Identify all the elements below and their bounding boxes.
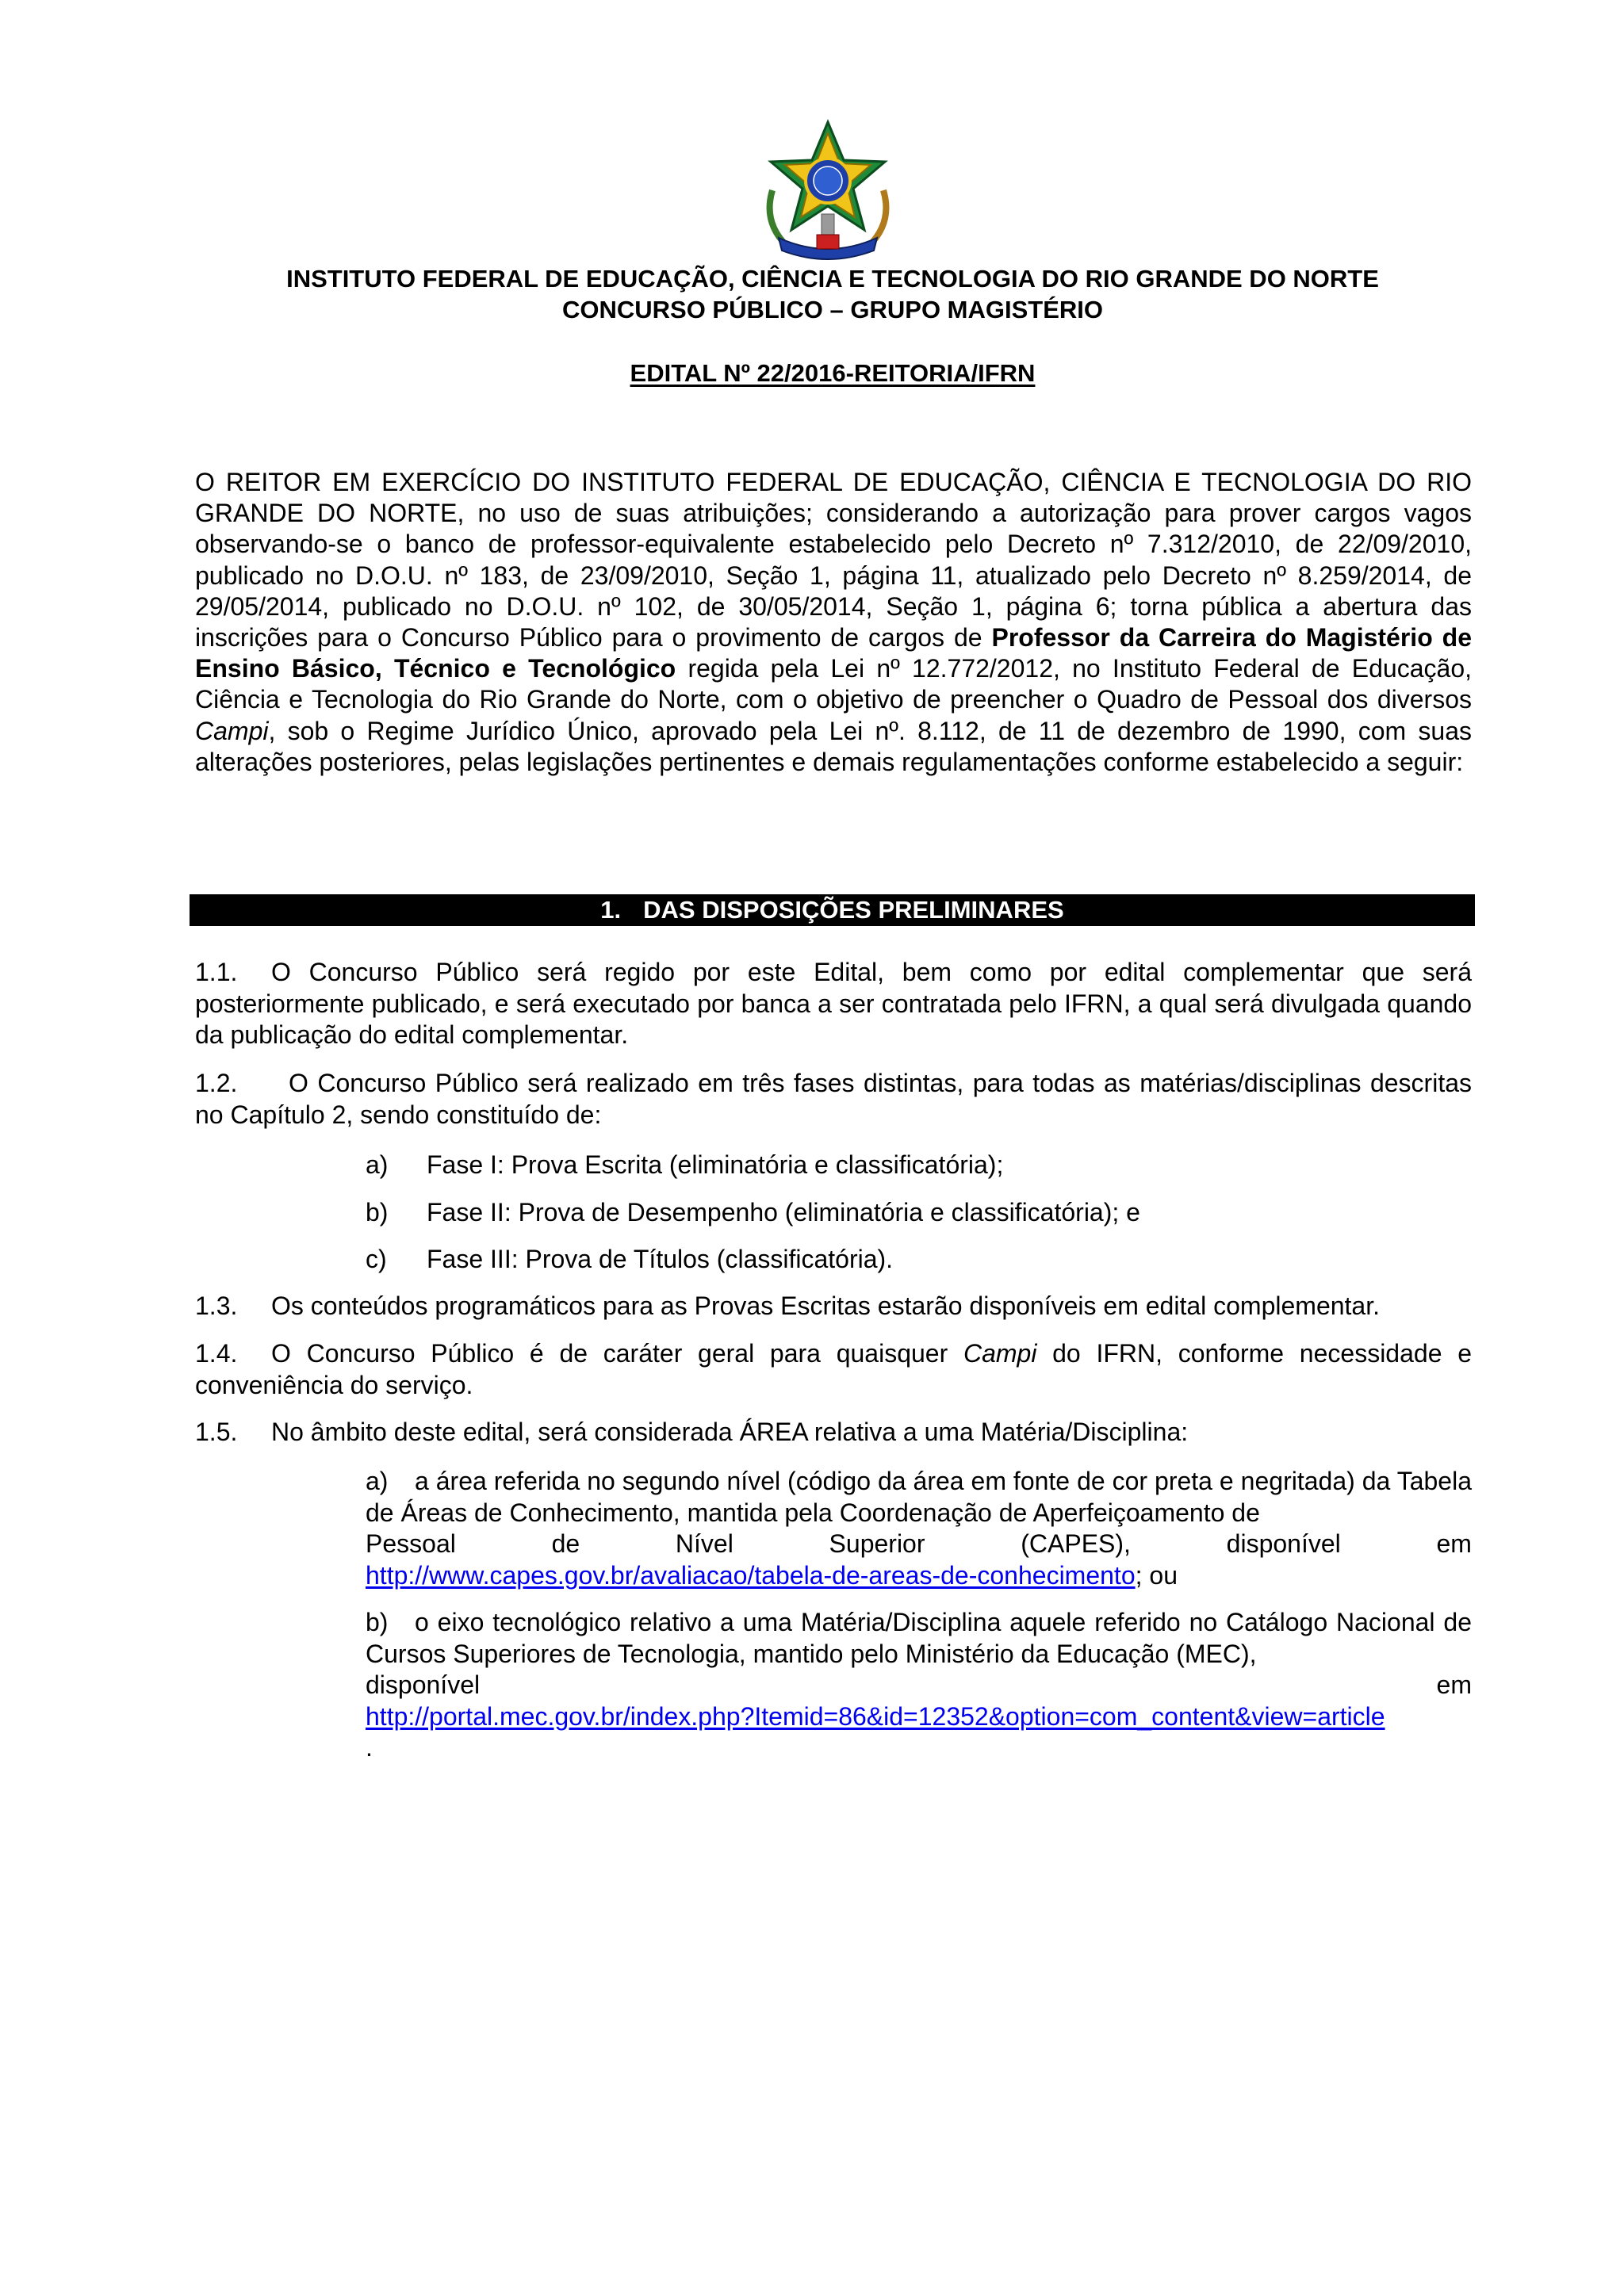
institution-title: INSTITUTO FEDERAL DE EDUCAÇÃO, CIÊNCIA E TECNOLOGIA DO RIO GRANDE DO NORTE xyxy=(286,265,1379,293)
item-body xyxy=(366,1466,1472,1529)
intro-italic-campi: Campi xyxy=(195,716,269,745)
intro-paragraph xyxy=(195,467,1472,778)
item-body xyxy=(366,1607,1472,1670)
word: disponível xyxy=(366,1670,481,1700)
word: de xyxy=(551,1529,580,1559)
edital-number: EDITAL Nº 22/2016-REITORIA/IFRN xyxy=(630,359,1036,387)
item-text-after: . xyxy=(366,1733,373,1762)
clause-text-before: O Concurso Público é de caráter geral para quaisquer xyxy=(271,1339,963,1368)
clause-text: O Concurso Público será realizado em três fases distintas, para todas as matérias/disciplinas descritas no Capítulo 2, sendo constituído de: xyxy=(195,1069,1472,1129)
section-heading-1 xyxy=(190,894,1475,926)
item-letter: c) xyxy=(366,1245,387,1273)
clause-1-2-c xyxy=(366,1244,1472,1276)
item-text: Fase II: Prova de Desempenho (eliminatória e classificatória); e xyxy=(427,1198,1140,1226)
item-link-line xyxy=(366,1701,1472,1733)
intro-bold-career: Professor da Carreira do Magistério de Ensino Básico, Técnico e Tecnológico xyxy=(195,623,1473,683)
item-letter: b) xyxy=(366,1198,389,1226)
section-title: DAS DISPOSIÇÕES PRELIMINARES xyxy=(643,896,1064,924)
item-link-line xyxy=(366,1560,1472,1592)
item-text-after: ; ou xyxy=(1135,1560,1178,1590)
item-text: Fase I: Prova Escrita (eliminatória e classificatória); xyxy=(427,1150,1004,1179)
section-number: 1. xyxy=(600,896,622,924)
clause-number: 1.3. xyxy=(195,1292,238,1320)
item-justified-line xyxy=(366,1529,1472,1560)
clause-number: 1.1. xyxy=(195,958,238,986)
clause-italic-campi: Campi xyxy=(963,1339,1037,1368)
clause-text: O Concurso Público será regido por este Edital, bem como por edital complementar que será posteriormente publicado, e será executado por banca a ser contratada pelo IFRN, a qual será divulgada quando da publicação do edital complementar. xyxy=(195,958,1472,1050)
word: Pessoal xyxy=(366,1529,456,1559)
word: em xyxy=(1436,1670,1472,1700)
clause-1-3 xyxy=(195,1291,1472,1322)
intro-text-1: O REITOR EM EXERCÍCIO DO INSTITUTO FEDERAL DE EDUCAÇÃO, CIÊNCIA E TECNOLOGIA DO RIO GRANDE DO NORTE, no uso de suas atribuições; considerando a autorização para prover cargos vagos observando-se o banco de professor-equivalente estabelecido pelo Decreto nº 7.312/2010, de 22/09/2010, publicado no D.O.U. nº 183, de 23/09/2010, Seção 1, página 11, atualizado pelo Decreto nº 8.259/2014, de 29/05/2014, publicado no D.O.U. nº 102, de 30/05/2014, Seção 1, página 6; torna pública a abertura das inscrições para o Concurso Público para o provimento de cargos de xyxy=(195,468,1472,652)
clause-1-1 xyxy=(195,957,1472,1051)
word: em xyxy=(1436,1529,1472,1559)
contest-title: CONCURSO PÚBLICO – GRUPO MAGISTÉRIO xyxy=(561,296,1104,323)
word: disponível xyxy=(1226,1529,1341,1559)
item-letter: a) xyxy=(366,1150,389,1179)
clause-text-after: do IFRN, conforme necessidade e conveniência do serviço. xyxy=(195,1339,1473,1399)
clause-number: 1.2. xyxy=(195,1069,238,1097)
clause-number: 1.4. xyxy=(195,1339,238,1368)
clause-1-5 xyxy=(195,1417,1472,1448)
mec-link[interactable]: http://portal.mec.gov.br/index.php?Itemid=86&id=12352&option=com_content&view=article xyxy=(366,1701,1385,1731)
clause-1-5-a xyxy=(366,1466,1472,1591)
intro-text-3: , sob o Regime Jurídico Único, aprovado pela Lei nº. 8.112, de 11 de dezembro de 1990, com suas alterações posteriores, pelas legislações pertinentes e demais regulamentações conforme estabelecido a seguir: xyxy=(195,716,1472,776)
clause-text: No âmbito deste edital, será considerada ÁREA relativa a uma Matéria/Disciplina: xyxy=(271,1418,1189,1446)
clause-1-2 xyxy=(195,1068,1472,1131)
clause-1-2-a xyxy=(366,1150,1472,1181)
clause-1-2-b xyxy=(366,1197,1472,1229)
item-letter: a) xyxy=(366,1467,389,1495)
word: (CAPES), xyxy=(1021,1529,1131,1559)
item-text: o eixo tecnológico relativo a uma Matéria/Disciplina aquele referido no Catálogo Nacional de Cursos Superiores de Tecnologia, mantido pelo Ministério da Educação (MEC), xyxy=(366,1608,1472,1668)
item-text: a área referida no segundo nível (código da área em fonte de cor preta e negritada) da Tabela de Áreas de Conhecimento, mantida pela Coordenação de Aperfeiçoamento de xyxy=(366,1467,1472,1527)
edital-title xyxy=(159,359,1507,388)
clause-number: 1.5. xyxy=(195,1418,238,1446)
clause-text: Os conteúdos programáticos para as Provas Escritas estarão disponíveis em edital complementar. xyxy=(271,1292,1380,1320)
word: Superior xyxy=(829,1529,925,1559)
item-text: Fase III: Prova de Títulos (classificatória). xyxy=(427,1245,894,1273)
item-justified-line xyxy=(366,1670,1472,1701)
item-letter: b) xyxy=(366,1608,389,1636)
capes-link[interactable]: http://www.capes.gov.br/avaliacao/tabela-de-areas-de-conhecimento xyxy=(366,1560,1136,1590)
word: Nível xyxy=(675,1529,733,1559)
clause-1-4 xyxy=(195,1338,1472,1401)
intro-text-2: regida pela Lei nº 12.772/2012, no Instituto Federal de Educação, Ciência e Tecnologia do Rio Grande do Norte, com o objetivo de preencher o Quadro de Pessoal dos diversos xyxy=(195,654,1473,714)
clause-1-5-b xyxy=(366,1607,1472,1764)
coat-of-arms-icon xyxy=(755,119,901,260)
